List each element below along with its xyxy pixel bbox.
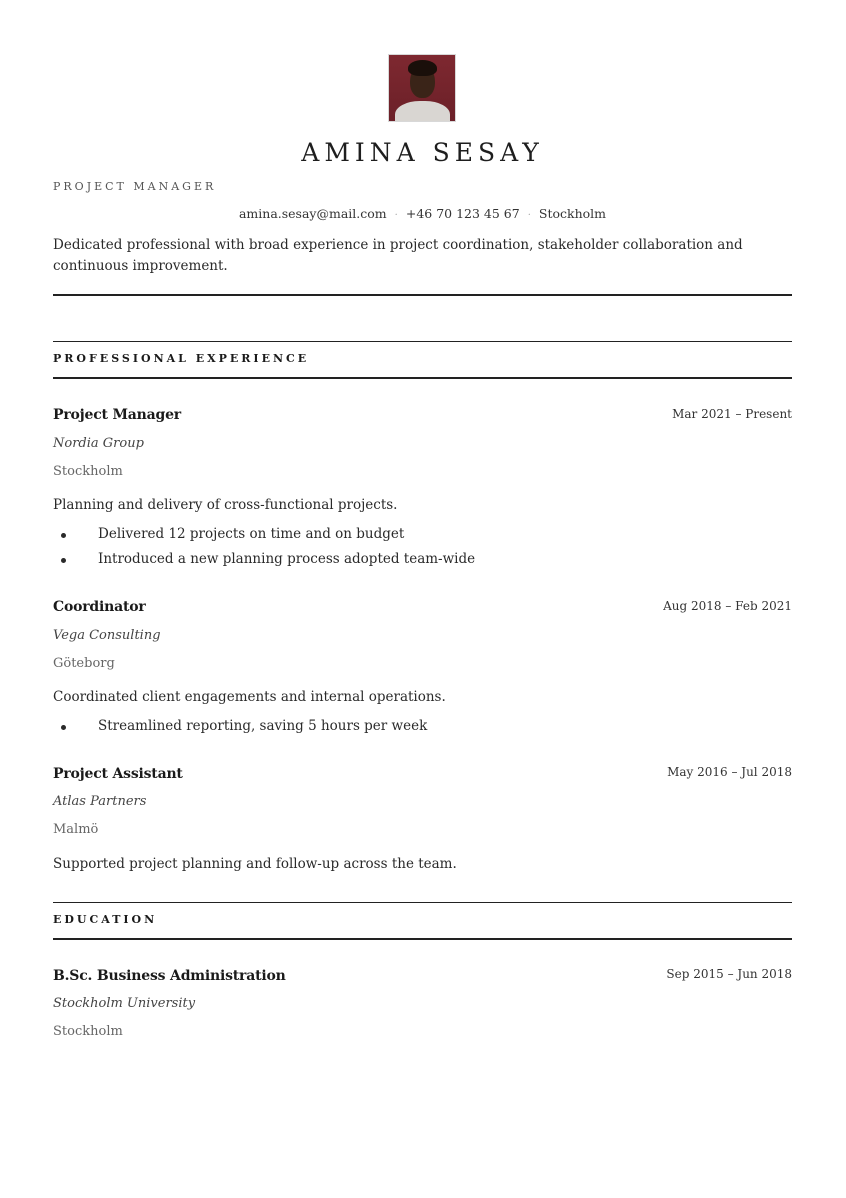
contact-separator: ·: [527, 210, 531, 221]
education-dates: Sep 2015 – Jun 2018: [666, 967, 792, 981]
section-bottom-rule: [53, 938, 792, 940]
education-location: Stockholm: [53, 1024, 123, 1039]
job-role: Project Manager: [53, 407, 181, 423]
section-top-rule: [53, 902, 792, 903]
job-bullet-text: Streamlined reporting, saving 5 hours per week: [98, 718, 428, 734]
job-title: PROJECT MANAGER: [53, 180, 217, 193]
contact-phone[interactable]: +46 70 123 45 67: [405, 206, 520, 221]
job-company: Nordia Group: [53, 436, 144, 451]
contact-city: Stockholm: [538, 206, 607, 221]
profile-photo: [388, 54, 456, 122]
job-bullet: [80, 551, 475, 567]
job-role: Coordinator: [53, 599, 146, 615]
photo-shoulders: [395, 101, 450, 122]
job-bullet: [80, 718, 427, 734]
job-description: Coordinated client engagements and internal operations.: [53, 689, 446, 705]
section-title-education: EDUCATION: [53, 913, 158, 926]
job-location: Malmö: [53, 822, 99, 837]
job-company: Vega Consulting: [53, 628, 161, 643]
job-dates: May 2016 – Jul 2018: [667, 765, 792, 779]
header-divider: [53, 294, 792, 296]
education-school: Stockholm University: [53, 996, 196, 1011]
job-description: Supported project planning and follow-up across the team.: [53, 856, 457, 872]
candidate-name: AMINA SESAY: [301, 138, 544, 167]
contact-line: [53, 206, 792, 221]
resume-page: [53, 0, 792, 1198]
contact-email[interactable]: amina.sesay@mail.com: [238, 206, 387, 221]
job-description: Planning and delivery of cross-functional projects.: [53, 497, 398, 513]
job-dates: Aug 2018 – Feb 2021: [663, 599, 792, 613]
section-top-rule: [53, 341, 792, 342]
job-role: Project Assistant: [53, 766, 183, 782]
section-bottom-rule: [53, 377, 792, 379]
job-location: Göteborg: [53, 656, 115, 671]
job-bullet: [80, 526, 404, 542]
job-location: Stockholm: [53, 464, 123, 479]
profile-summary: Dedicated professional with broad experience in project coordination, stakeholder collaboration and continuous improvement.: [53, 237, 743, 274]
education-degree: B.Sc. Business Administration: [53, 968, 286, 984]
section-title-experience: PROFESSIONAL EXPERIENCE: [53, 352, 310, 365]
photo-hair: [408, 60, 437, 76]
job-company: Atlas Partners: [53, 794, 147, 809]
job-dates: Mar 2021 – Present: [672, 407, 792, 421]
job-bullet-text: Introduced a new planning process adopted team-wide: [98, 551, 476, 567]
job-bullet-text: Delivered 12 projects on time and on budget: [98, 526, 405, 542]
contact-separator: ·: [394, 210, 398, 221]
